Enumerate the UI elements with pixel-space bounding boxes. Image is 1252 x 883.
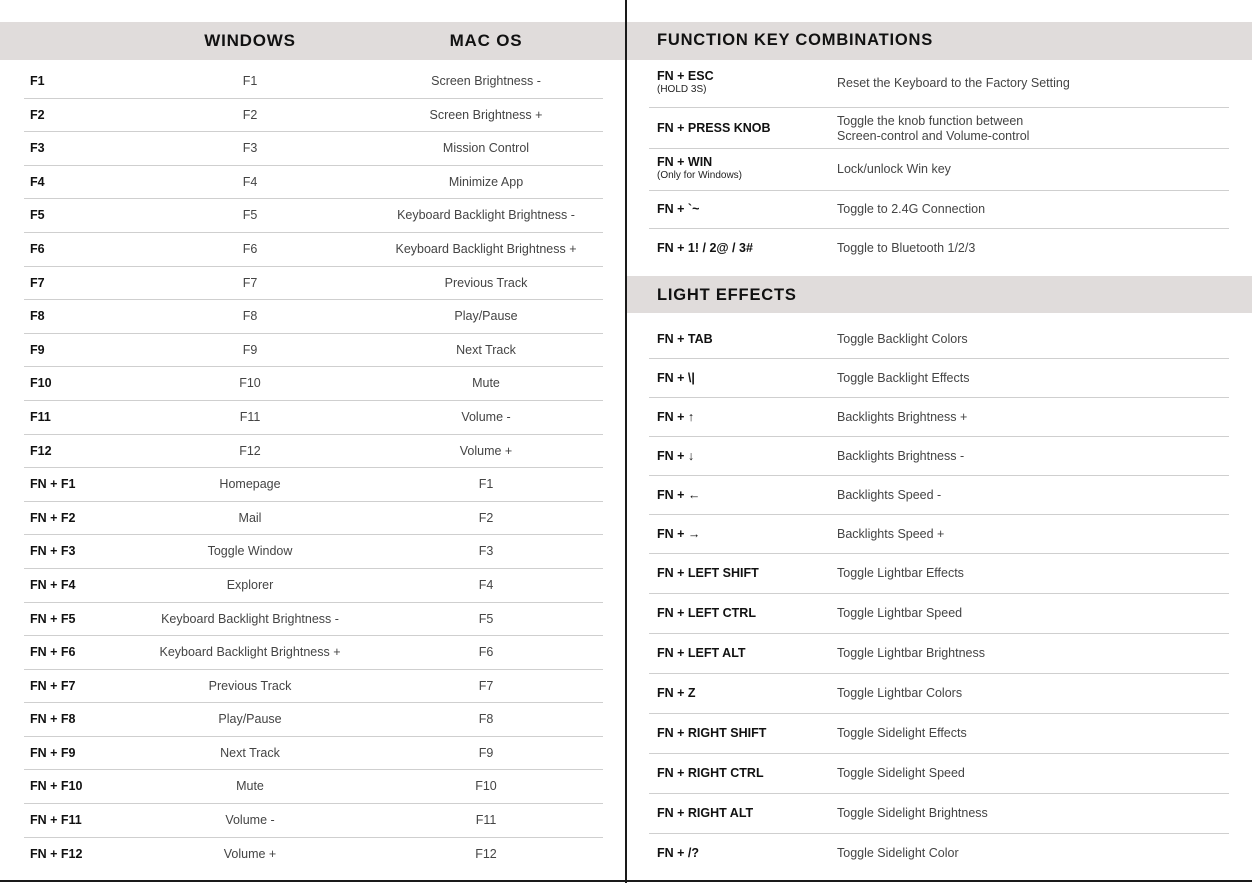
windows-function: F3	[242, 141, 258, 156]
table-row	[24, 468, 603, 502]
key-combo: F4	[30, 174, 45, 189]
table-row	[24, 502, 603, 536]
table-row	[24, 401, 603, 435]
mac-column-header: MAC OS	[449, 31, 523, 50]
mac-function: F3	[478, 544, 494, 559]
table-row	[24, 670, 603, 704]
list-item	[649, 674, 1229, 714]
table-row	[24, 65, 603, 99]
mac-function: Volume +	[459, 443, 513, 458]
table-row	[24, 199, 603, 233]
mac-function: Play/Pause	[454, 309, 518, 324]
table-row	[24, 300, 603, 334]
description: Toggle Lightbar Speed	[837, 606, 963, 620]
key-combo-label: FN + 1! / 2@ / 3#	[657, 240, 753, 255]
windows-function: Mail	[238, 510, 262, 525]
key-combo-label: FN + PRESS KNOB	[657, 120, 771, 135]
key-combo: FN + \|	[657, 370, 695, 385]
list-item	[649, 515, 1229, 554]
key-combo	[657, 155, 742, 181]
windows-function: Toggle Window	[207, 544, 293, 559]
key-combo: FN + F12	[30, 846, 83, 861]
key-combo: FN + F11	[30, 813, 82, 828]
table-row	[24, 132, 603, 166]
windows-function: F5	[242, 208, 258, 223]
light-effects-header	[627, 276, 1252, 313]
vertical-divider	[625, 0, 627, 883]
key-combo: FN + LEFT SHIFT	[657, 566, 759, 580]
key-combo: FN + F2	[30, 510, 76, 525]
table-row	[24, 233, 603, 267]
list-item	[649, 398, 1229, 437]
mac-function: Minimize App	[448, 174, 524, 189]
description	[837, 114, 1029, 144]
bottom-border	[0, 880, 1252, 882]
table-row	[24, 267, 603, 301]
table-row	[24, 334, 603, 368]
mac-function: F5	[478, 611, 494, 626]
windows-function: Play/Pause	[218, 712, 282, 727]
windows-function: Keyboard Backlight Brightness +	[159, 645, 341, 660]
mac-function: Screen Brightness +	[429, 107, 543, 122]
windows-function: Volume +	[223, 846, 277, 861]
light-effects-list	[649, 320, 1229, 874]
description: Backlights Speed -	[837, 487, 942, 502]
description: Backlights Brightness -	[837, 448, 965, 463]
key-combo-label: FN + `~	[657, 202, 700, 216]
description-line: Reset the Keyboard to the Factory Setting	[837, 76, 1070, 90]
table-row	[24, 838, 603, 872]
table-row	[24, 737, 603, 771]
mac-function: Keyboard Backlight Brightness +	[395, 241, 577, 256]
mac-function: Screen Brightness -	[431, 74, 541, 88]
list-item	[649, 794, 1229, 834]
description: Toggle Sidelight Speed	[837, 766, 965, 780]
table-row	[24, 804, 603, 838]
list-item	[649, 437, 1229, 476]
windows-function: Mute	[236, 779, 264, 794]
table-row	[24, 535, 603, 569]
mac-function: F6	[478, 645, 494, 660]
list-item	[649, 359, 1229, 398]
key-combo-note: (Only for Windows)	[657, 170, 743, 181]
description: Toggle Sidelight Color	[837, 846, 959, 860]
key-combo: FN + ←	[657, 487, 701, 502]
key-combo: FN + ↓	[657, 448, 695, 463]
description: Toggle Lightbar Brightness	[837, 646, 986, 660]
description: Toggle Backlight Colors	[837, 331, 968, 346]
windows-function: F4	[242, 174, 258, 189]
description: Toggle Sidelight Effects	[837, 726, 967, 740]
mac-function: F7	[478, 678, 494, 693]
key-combo: FN + →	[657, 526, 701, 541]
table-row	[24, 603, 603, 637]
list-item	[649, 191, 1229, 229]
key-combo	[657, 202, 699, 216]
mac-function: F8	[478, 712, 494, 727]
list-item	[649, 714, 1229, 754]
windows-function: Next Track	[220, 745, 280, 760]
mac-function: F4	[478, 577, 494, 592]
list-item	[649, 834, 1229, 874]
table-row	[24, 367, 603, 401]
list-item	[649, 60, 1229, 108]
key-combo: FN + RIGHT ALT	[657, 806, 754, 820]
windows-function: F8	[242, 309, 258, 324]
key-combo: FN + F9	[30, 745, 76, 760]
key-combo	[657, 241, 753, 255]
description: Toggle Lightbar Colors	[837, 686, 963, 700]
description: Backlights Speed +	[837, 526, 945, 541]
windows-function: F1	[242, 74, 258, 88]
mac-function: Volume -	[461, 409, 511, 424]
list-item	[649, 320, 1229, 359]
description: Toggle Lightbar Effects	[837, 566, 964, 580]
key-combo: FN + RIGHT CTRL	[657, 766, 764, 780]
mac-function: Keyboard Backlight Brightness -	[397, 208, 575, 223]
windows-function: F11	[239, 409, 261, 424]
mac-function: F12	[475, 846, 497, 861]
light-effects-title: LIGHT EFFECTS	[657, 286, 797, 304]
table-row	[24, 166, 603, 200]
windows-function: F2	[242, 107, 258, 122]
key-combo: FN + RIGHT SHIFT	[657, 726, 767, 740]
function-key-combinations-header	[627, 22, 1252, 60]
windows-function: F6	[242, 241, 258, 256]
description-line: Toggle to 2.4G Connection	[837, 202, 986, 216]
windows-function: Homepage	[219, 477, 281, 492]
description-line: Lock/unlock Win key	[837, 162, 951, 176]
function-key-combinations-title: FUNCTION KEY COMBINATIONS	[657, 31, 934, 49]
list-item	[649, 149, 1229, 191]
windows-function: F12	[239, 443, 261, 458]
key-combo: F3	[30, 141, 45, 156]
key-combo-note: (HOLD 3S)	[657, 84, 707, 95]
key-combo	[657, 121, 771, 135]
key-combo: FN + F3	[30, 544, 76, 559]
key-combo: F8	[30, 309, 45, 324]
list-item	[649, 554, 1229, 594]
key-combo: FN + LEFT CTRL	[657, 606, 756, 620]
key-combo-label: FN + ESC	[657, 69, 714, 83]
list-item	[649, 754, 1229, 794]
table-row	[24, 435, 603, 469]
mac-function: F2	[478, 510, 494, 525]
description: Toggle Sidelight Brightness	[837, 806, 988, 820]
windows-function: Explorer	[226, 577, 274, 592]
windows-function: Previous Track	[208, 678, 292, 693]
mac-function: Previous Track	[444, 275, 528, 290]
key-combo: F2	[30, 107, 45, 122]
mac-function: F1	[478, 477, 494, 492]
windows-function: F7	[242, 275, 258, 290]
table-row	[24, 636, 603, 670]
key-combo: FN + /?	[657, 846, 700, 860]
key-combo: FN + F4	[30, 577, 76, 592]
key-combo: FN + F7	[30, 678, 76, 693]
key-combo: FN + F1	[30, 477, 76, 492]
description: Backlights Brightness +	[837, 409, 968, 424]
description-line: Toggle to Bluetooth 1/2/3	[837, 240, 976, 255]
description	[837, 202, 985, 217]
table-row	[24, 703, 603, 737]
mac-function: Mission Control	[442, 141, 530, 156]
key-combo: F12	[30, 443, 52, 458]
description-line: Screen-control and Volume-control	[837, 128, 1030, 143]
list-item	[649, 594, 1229, 634]
key-combo: FN + F8	[30, 712, 76, 727]
table-row	[24, 569, 603, 603]
key-combo: F5	[30, 208, 45, 223]
key-combo: FN + Z	[657, 686, 696, 700]
key-combo-label: FN + WIN	[657, 155, 713, 169]
description-line: Toggle the knob function between	[837, 113, 1024, 128]
list-item	[649, 108, 1229, 149]
windows-function: Volume -	[225, 813, 275, 828]
table-row	[24, 770, 603, 804]
key-combo: F11	[30, 409, 51, 424]
mac-function: F10	[475, 779, 497, 794]
windows-function: F9	[242, 342, 258, 357]
windows-function: Keyboard Backlight Brightness -	[161, 611, 339, 626]
key-combo: FN + F10	[30, 779, 83, 794]
table-row	[24, 99, 603, 133]
key-combo: F7	[30, 275, 45, 290]
list-item	[649, 229, 1229, 268]
description	[837, 76, 1070, 91]
windows-function: F10	[239, 376, 261, 391]
description: Toggle Backlight Effects	[837, 370, 970, 385]
key-combo: FN + LEFT ALT	[657, 646, 746, 660]
key-combo: F6	[30, 241, 45, 256]
list-item	[649, 634, 1229, 674]
left-table-body	[24, 65, 603, 871]
windows-column-header: WINDOWS	[204, 31, 296, 50]
key-combo: FN + F6	[30, 645, 76, 660]
left-table-header	[0, 22, 625, 60]
key-combo: FN + ↑	[657, 409, 695, 424]
mac-function: F11	[475, 813, 497, 828]
key-combo: FN + F5	[30, 611, 76, 626]
mac-function: Mute	[472, 376, 500, 391]
mac-function: Next Track	[456, 342, 516, 357]
mac-function: F9	[478, 745, 494, 760]
key-combo: F9	[30, 342, 45, 357]
description	[837, 162, 951, 177]
description	[837, 241, 975, 256]
key-combo: FN + TAB	[657, 331, 713, 346]
key-combo	[657, 69, 714, 95]
key-combo: F10	[30, 376, 52, 391]
list-item	[649, 476, 1229, 515]
function-key-combinations-list	[649, 60, 1229, 268]
key-combo: F1	[30, 74, 45, 88]
